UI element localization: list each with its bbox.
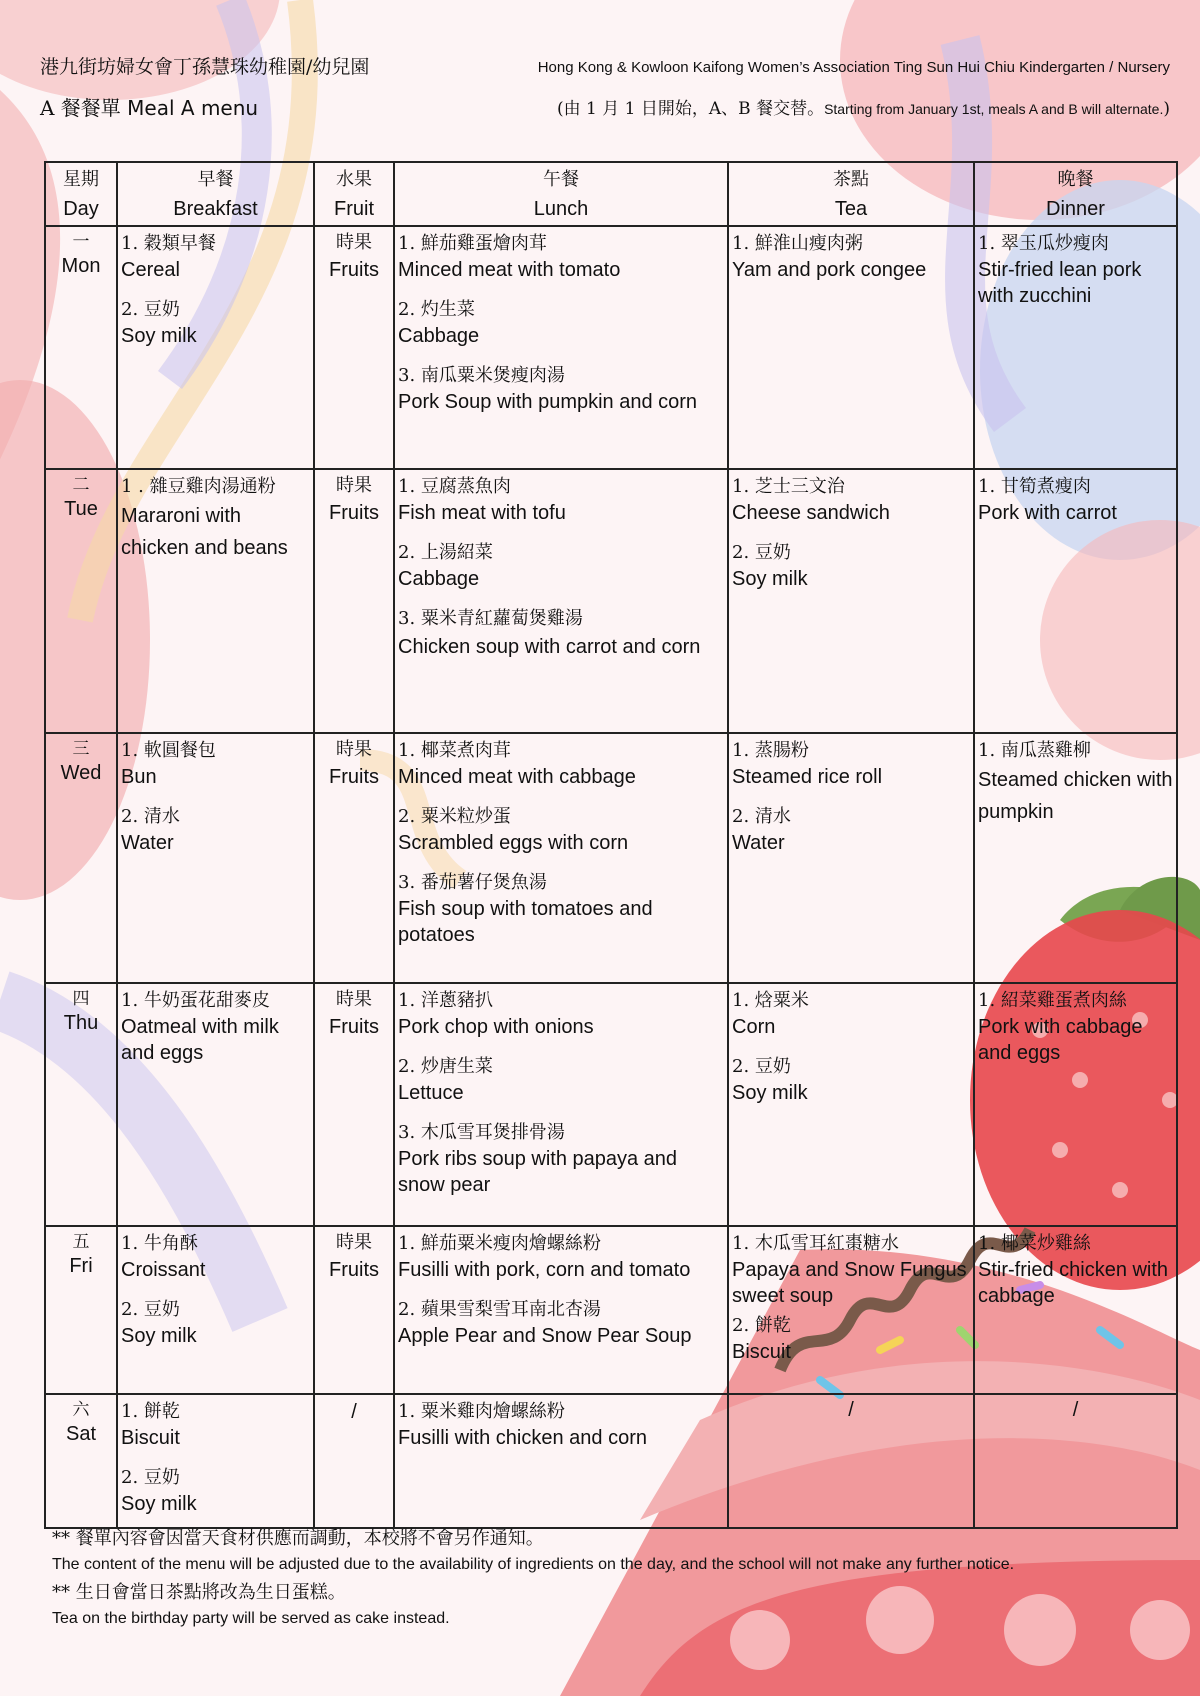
column-header-fruit: 水果 Fruit bbox=[314, 162, 394, 226]
menu-item: 1. 軟圓餐包 Bun bbox=[121, 740, 216, 788]
fruit-cell: 時果 Fruits bbox=[314, 226, 394, 469]
menu-item: 1. 焓粟米 Corn bbox=[732, 990, 809, 1038]
tea-cell bbox=[728, 733, 974, 983]
menu-item: 2. 上湯紹菜 Cabbage bbox=[398, 542, 493, 590]
menu-item: 2. 豆奶 Soy milk bbox=[121, 1467, 197, 1515]
menu-item: 1. 餅乾 Biscuit bbox=[121, 1401, 180, 1449]
day-cell: 六 Sat bbox=[45, 1394, 117, 1528]
tea-cell bbox=[728, 1394, 974, 1528]
tea-cell bbox=[728, 469, 974, 733]
column-header-breakfast: 早餐 Breakfast bbox=[117, 162, 314, 226]
menu-item: 1. 甘筍煮瘦肉 Pork with carrot bbox=[978, 476, 1117, 524]
breakfast-cell bbox=[117, 1226, 314, 1394]
menu-item: 2. 灼生菜 Cabbage bbox=[398, 299, 480, 347]
meal-menu-table bbox=[44, 161, 1178, 1529]
menu-item: 3. 番茄薯仔煲魚湯 Fish soup with tomatoes and potatoes bbox=[398, 872, 653, 946]
menu-item: 2. 餅乾 Biscuit bbox=[732, 1315, 791, 1363]
menu-item: 1. 翠玉瓜炒瘦肉 Stir-fried lean pork with zucchini bbox=[978, 233, 1142, 307]
menu-item: 1. 豆腐蒸魚肉 Fish meat with tofu bbox=[398, 476, 566, 524]
fruit-cell: 時果 Fruits bbox=[314, 469, 394, 733]
day-cell: 二 Tue bbox=[45, 469, 117, 733]
table-row bbox=[45, 1394, 1177, 1528]
menu-item: 2. 清水 Water bbox=[732, 806, 791, 854]
dinner-cell bbox=[974, 983, 1177, 1226]
menu-item: 2. 炒唐生菜 Lettuce bbox=[398, 1056, 493, 1104]
table-header-row bbox=[45, 162, 1177, 226]
tea-cell bbox=[728, 226, 974, 469]
menu-title-chinese: A 餐餐單 bbox=[40, 96, 121, 120]
school-name-chinese: 港九街坊婦女會丁孫慧珠幼稚園/幼兒園 bbox=[40, 56, 370, 78]
tea-cell bbox=[728, 1226, 974, 1394]
menu-item: 1. 椰菜煮肉茸 Minced meat with cabbage bbox=[398, 740, 636, 788]
menu-item: 1. 牛奶蛋花甜麥皮 Oatmeal with milk and eggs bbox=[121, 990, 279, 1064]
menu-item: 1. 紹菜雞蛋煮肉絲 Pork with cabbage and eggs bbox=[978, 990, 1143, 1064]
table-row bbox=[45, 983, 1177, 1226]
menu-item: 2. 清水 Water bbox=[121, 806, 180, 854]
lunch-cell bbox=[394, 1394, 728, 1528]
lunch-cell bbox=[394, 733, 728, 983]
menu-item: 3. 木瓜雪耳煲排骨湯 Pork ribs soup with papaya and snow pear bbox=[398, 1122, 678, 1196]
dinner-cell bbox=[974, 1226, 1177, 1394]
fruit-cell: 時果 Fruits bbox=[314, 1226, 394, 1394]
breakfast-cell bbox=[117, 226, 314, 469]
menu-item: 1. 鮮淮山瘦肉粥 Yam and pork congee bbox=[732, 233, 927, 281]
lunch-cell bbox=[394, 983, 728, 1226]
day-cell: 四 Thu bbox=[45, 983, 117, 1226]
fruit-cell: 時果 Fruits bbox=[314, 733, 394, 983]
menu-item: 1 . 雜豆雞肉湯通粉 Mararoni with chicken and beans bbox=[121, 476, 288, 559]
column-header-dinner: 晚餐 Dinner bbox=[974, 162, 1177, 226]
menu-item: 2. 豆奶 Soy milk bbox=[121, 1299, 197, 1347]
table-row bbox=[45, 469, 1177, 733]
empty-slash: / bbox=[1072, 1399, 1079, 1421]
breakfast-cell bbox=[117, 733, 314, 983]
menu-item: 2. 豆奶 Soy milk bbox=[121, 299, 197, 347]
table-row bbox=[45, 226, 1177, 469]
table-row bbox=[45, 733, 1177, 983]
school-name-english: Hong Kong & Kowloon Kaifong Women’s Association Ting Sun Hui Chiu Kindergarten / Nursery bbox=[537, 59, 1170, 76]
tea-cell bbox=[728, 983, 974, 1226]
fruit-cell: 時果 Fruits bbox=[314, 983, 394, 1226]
menu-item: 1. 蒸腸粉 Steamed rice roll bbox=[732, 740, 883, 788]
day-cell: 一 Mon bbox=[45, 226, 117, 469]
menu-item: 1. 洋蔥豬扒 Pork chop with onions bbox=[398, 990, 594, 1038]
breakfast-cell bbox=[117, 983, 314, 1226]
lunch-cell bbox=[394, 469, 728, 733]
menu-item: 2. 豆奶 Soy milk bbox=[732, 542, 808, 590]
dinner-cell bbox=[974, 733, 1177, 983]
lunch-cell bbox=[394, 226, 728, 469]
menu-item: 1. 穀類早餐 Cereal bbox=[121, 233, 216, 281]
menu-item: 1. 鮮茄粟米瘦肉燴螺絲粉 Fusilli with pork, corn and tomato bbox=[398, 1233, 691, 1281]
dinner-cell bbox=[974, 469, 1177, 733]
alternation-note-close: ) bbox=[1163, 99, 1170, 119]
footnote-english: Tea on the birthday party will be served as cake instead. bbox=[52, 1610, 450, 1627]
fruit-cell: / bbox=[314, 1394, 394, 1528]
alternation-note-chinese: (由 1 月 1 日開始，A、B 餐交替。 bbox=[557, 99, 825, 119]
breakfast-cell bbox=[117, 469, 314, 733]
menu-item: 1. 木瓜雪耳紅棗糖水 Papaya and Snow Fungus sweet soup bbox=[732, 1233, 967, 1307]
menu-item: 1. 粟米雞肉燴螺絲粉 Fusilli with chicken and corn bbox=[398, 1401, 647, 1449]
menu-item: 2. 豆奶 Soy milk bbox=[732, 1056, 808, 1104]
alternation-note-english: Starting from January 1st, meals A and B will alternate. bbox=[824, 101, 1164, 117]
footnote-english: The content of the menu will be adjusted due to the availability of ingredients on the day, and the school will not make any further notice. bbox=[52, 1556, 1015, 1573]
day-cell: 五 Fri bbox=[45, 1226, 117, 1394]
day-cell: 三 Wed bbox=[45, 733, 117, 983]
footnotes bbox=[52, 1526, 1182, 1634]
footnote-chinese: ** 生日會當日茶點將改為生日蛋糕。 bbox=[52, 1582, 346, 1603]
empty-slash: / bbox=[848, 1399, 854, 1421]
menu-item: 1. 鮮茄雞蛋燴肉茸 Minced meat with tomato bbox=[398, 233, 621, 281]
menu-item: 1. 椰菜炒雞絲 Stir-fried chicken with cabbage bbox=[978, 1233, 1169, 1307]
table-row bbox=[45, 1226, 1177, 1394]
menu-title-english: Meal A menu bbox=[127, 96, 259, 120]
menu-item: 1. 南瓜蒸雞柳 Steamed chicken with pumpkin bbox=[978, 740, 1173, 823]
dinner-cell bbox=[974, 226, 1177, 469]
menu-item: 3. 南瓜粟米煲瘦肉湯 Pork Soup with pumpkin and corn bbox=[398, 365, 698, 413]
dinner-cell bbox=[974, 1394, 1177, 1528]
menu-item: 2. 蘋果雪梨雪耳南北杏湯 Apple Pear and Snow Pear Soup bbox=[398, 1299, 692, 1347]
menu-item: 1. 芝士三文治 Cheese sandwich bbox=[732, 476, 890, 524]
lunch-cell bbox=[394, 1226, 728, 1394]
menu-title bbox=[40, 92, 258, 121]
column-header-lunch: 午餐 Lunch bbox=[394, 162, 728, 226]
column-header-tea: 茶點 Tea bbox=[728, 162, 974, 226]
menu-item: 2. 粟米粒炒蛋 Scrambled eggs with corn bbox=[398, 806, 629, 854]
menu-item: 3. 粟米青紅蘿蔔煲雞湯 Chicken soup with carrot and corn bbox=[398, 608, 701, 658]
footnote-chinese: ** 餐單內容會因當天食材供應而調動，本校將不會另作通知。 bbox=[52, 1528, 544, 1549]
alternation-note bbox=[557, 94, 1170, 119]
breakfast-cell bbox=[117, 1394, 314, 1528]
column-header-day: 星期 Day bbox=[45, 162, 117, 226]
menu-item: 1. 牛角酥 Croissant bbox=[121, 1233, 206, 1281]
